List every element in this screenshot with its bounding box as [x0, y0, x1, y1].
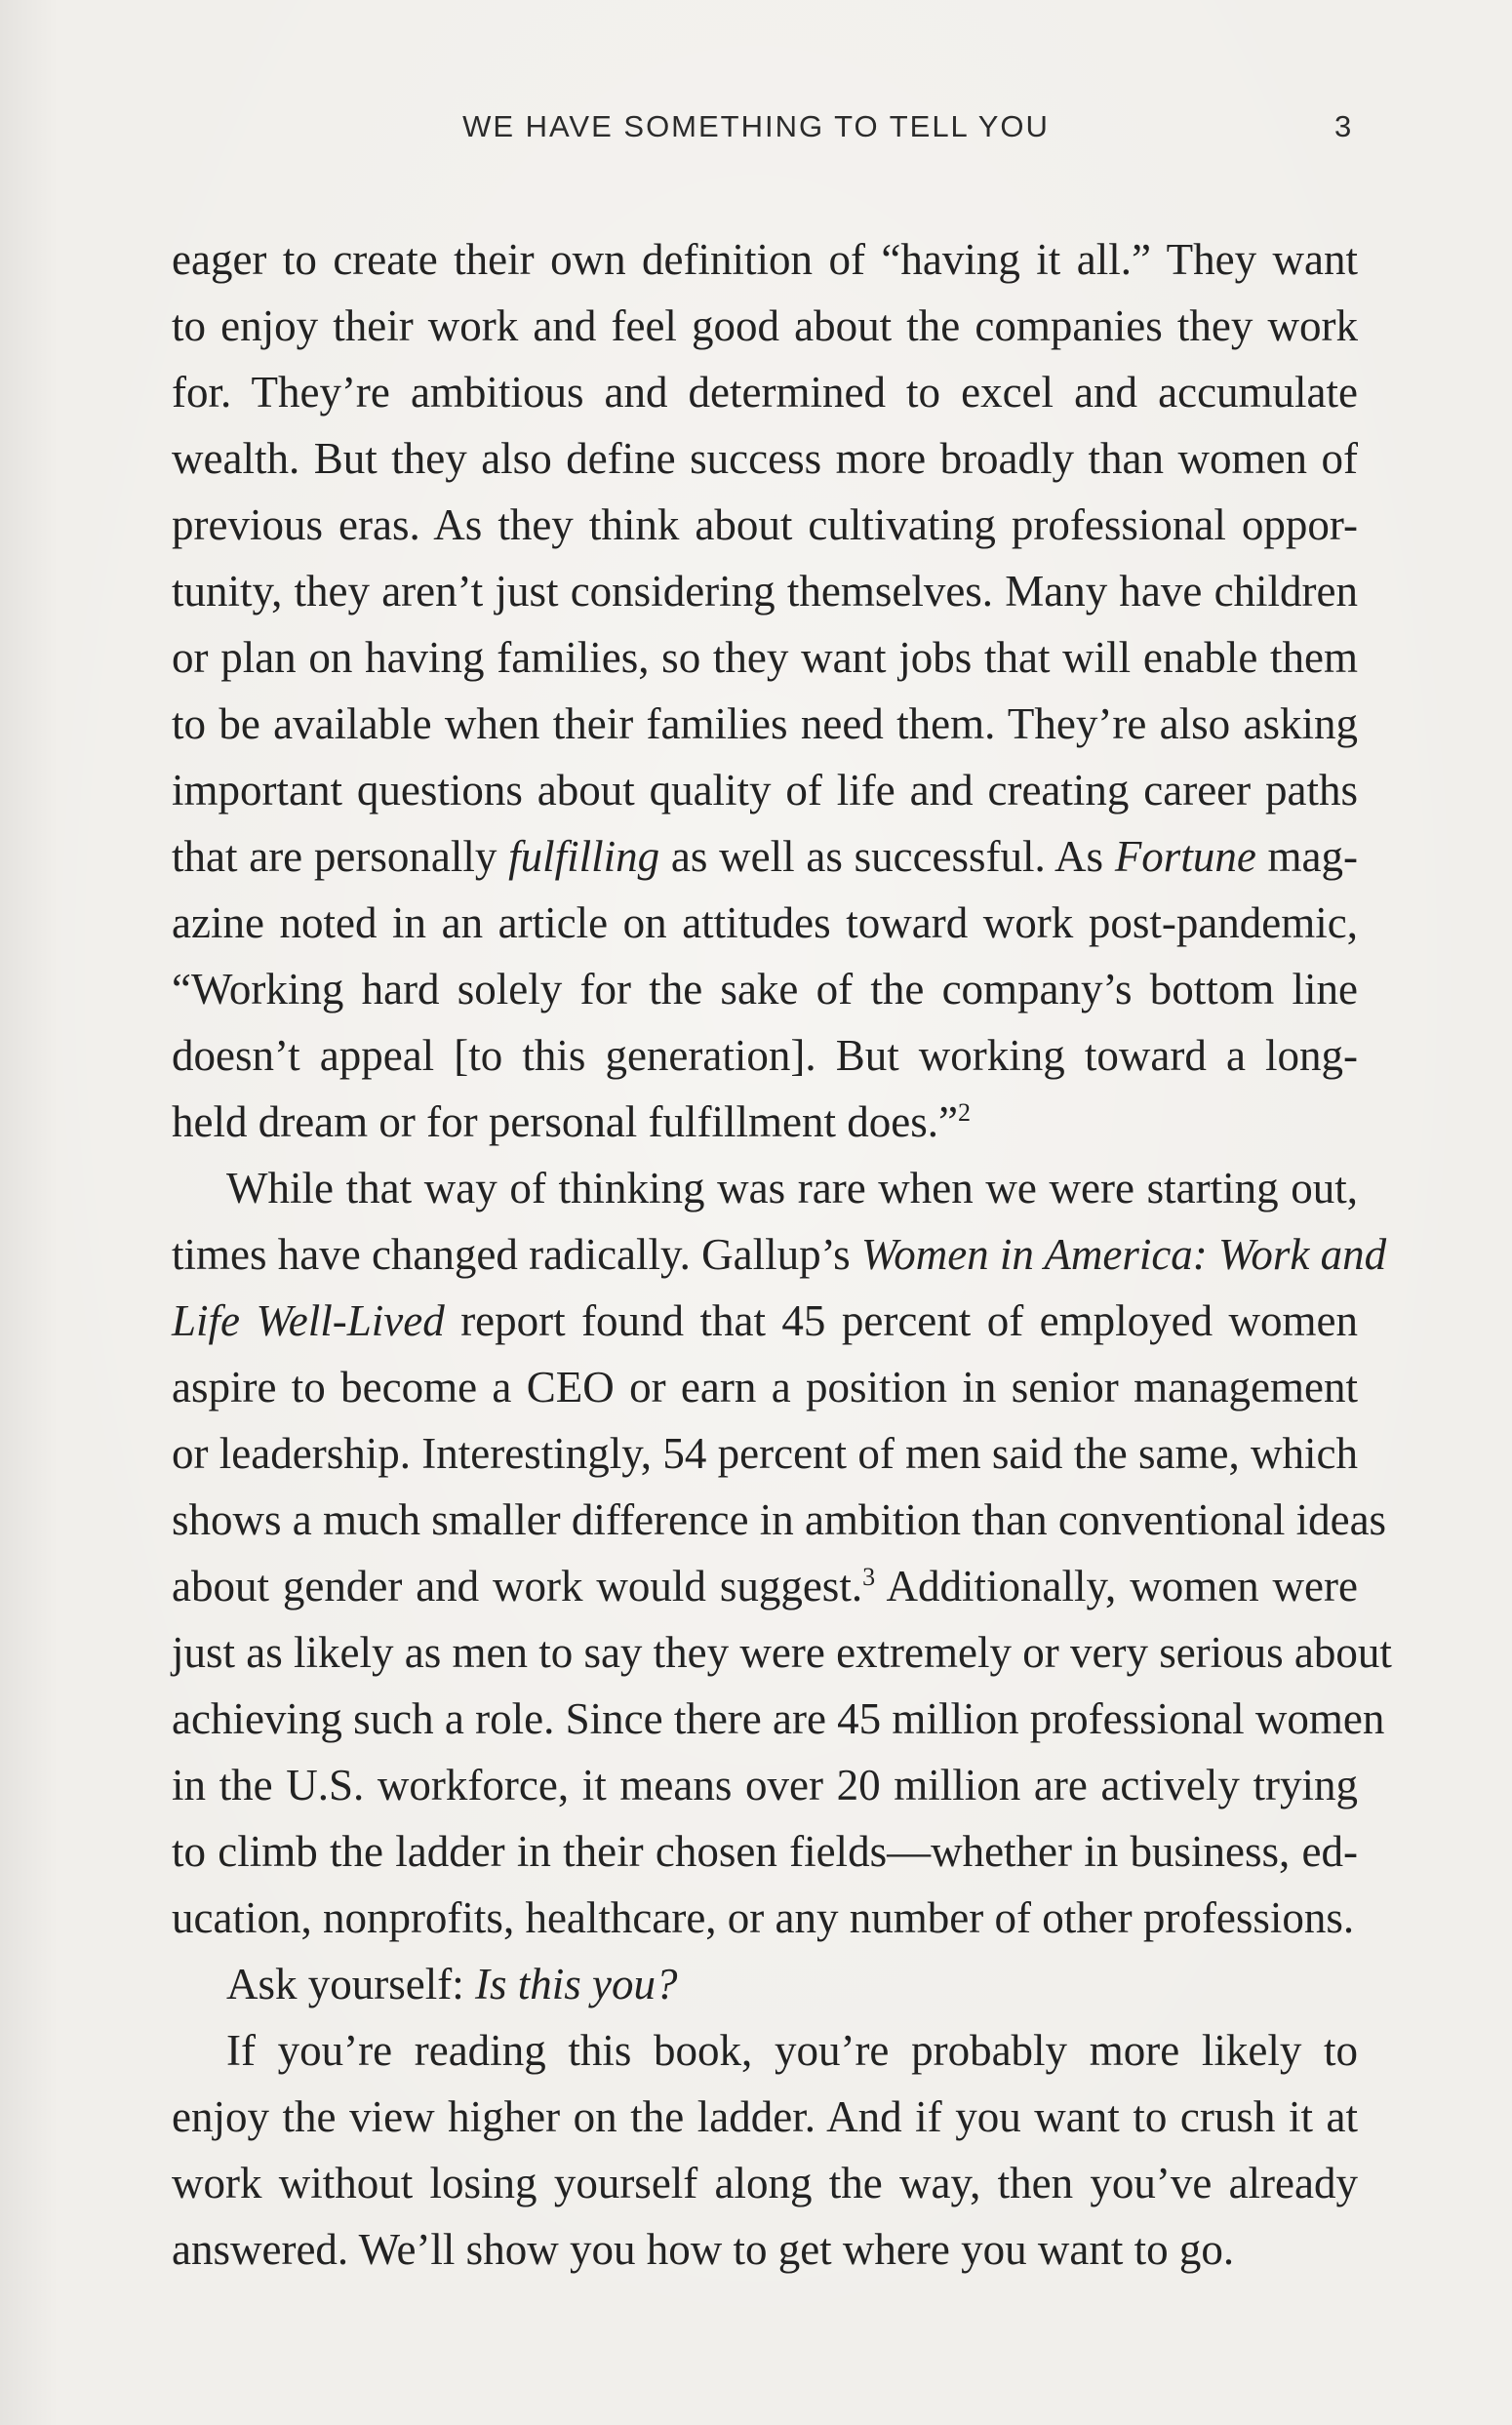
text-line: While that way of thinking was rare when we were starting out, — [226, 1164, 1358, 1212]
text-line: important questions about quality of life and creating career paths — [172, 766, 1358, 815]
paragraph — [172, 226, 1358, 1155]
page-number: 3 — [1334, 109, 1352, 143]
italic-text: fulfilling — [508, 832, 660, 881]
paragraph — [172, 1951, 1358, 2017]
footnote-marker: 2 — [957, 1098, 971, 1127]
text-line: just as likely as men to say they were extremely or very serious about — [172, 1628, 1392, 1677]
page-gutter-shadow — [0, 0, 59, 2425]
text-line: that are personally fulfilling as well as successful. As Fortune mag- — [172, 832, 1359, 881]
text-line: If you’re reading this book, you’re probably more likely to — [226, 2026, 1358, 2075]
text-line: doesn’t appeal [to this generation]. But working toward a long- — [172, 1031, 1358, 1080]
italic-text: Fortune — [1114, 832, 1256, 881]
text-line: achieving such a role. Since there are 45 million professional women — [172, 1694, 1385, 1743]
text-line: or leadership. Interestingly, 54 percent of men said the same, which — [172, 1429, 1358, 1478]
body-text — [172, 226, 1392, 2283]
running-head: WE HAVE SOMETHING TO TELL YOU — [462, 109, 1050, 143]
text-line: held dream or for personal fulfillment does.”$^2$ — [172, 1097, 971, 1146]
text-line: in the U.S. workforce, it means over 20 million are actively trying — [172, 1761, 1358, 1809]
footnote-marker: 3 — [862, 1563, 876, 1591]
paragraph — [172, 2017, 1358, 2283]
italic-text: Life Well-Lived — [172, 1296, 445, 1345]
text-line: Ask yourself: Is this you? — [226, 1960, 678, 2008]
text-line: answered. We’ll show you how to get where you want to go. — [172, 2225, 1235, 2274]
text-line: times have changed radically. Gallup’s Women in America: Work and — [172, 1230, 1387, 1279]
text-line: azine noted in an article on attitudes toward work post-pandemic, — [172, 898, 1358, 947]
italic-text: Is this you? — [474, 1960, 678, 2008]
text-line: for. They’re ambitious and determined to excel and accumulate — [172, 368, 1358, 417]
text-line: Life Well-Lived report found that 45 percent of employed women — [172, 1296, 1358, 1345]
text-line: aspire to become a CEO or earn a position in senior management — [172, 1363, 1358, 1411]
text-line: shows a much smaller difference in ambition than conventional ideas — [172, 1495, 1387, 1544]
text-line: eager to create their own definition of “having it all.” They want — [172, 235, 1358, 284]
text-line: enjoy the view higher on the ladder. And if you want to crush it at — [172, 2092, 1358, 2141]
text-line: to enjoy their work and feel good about the companies they work — [172, 301, 1358, 350]
text-line: work without losing yourself along the way, then you’ve already — [172, 2159, 1358, 2207]
italic-text: Women in America: Work and — [860, 1230, 1387, 1279]
text-line: tunity, they aren’t just considering themselves. Many have children — [172, 567, 1358, 616]
text-line: wealth. But they also define success more broadly than women of — [172, 434, 1358, 483]
text-line: “Working hard solely for the sake of the company’s bottom line — [172, 965, 1358, 1014]
text-line: to be available when their families need them. They’re also asking — [172, 699, 1358, 748]
text-line: previous eras. As they think about cultivating professional oppor- — [172, 500, 1358, 549]
text-line: ucation, nonprofits, healthcare, or any number of other professions. — [172, 1893, 1355, 1942]
text-line: about gender and work would suggest.$^3$ Additionally, women were — [172, 1562, 1358, 1610]
text-line: or plan on having families, so they want jobs that will enable them — [172, 633, 1358, 682]
text-line: to climb the ladder in their chosen fields—whether in business, ed- — [172, 1827, 1358, 1876]
paragraph — [172, 1155, 1392, 1951]
